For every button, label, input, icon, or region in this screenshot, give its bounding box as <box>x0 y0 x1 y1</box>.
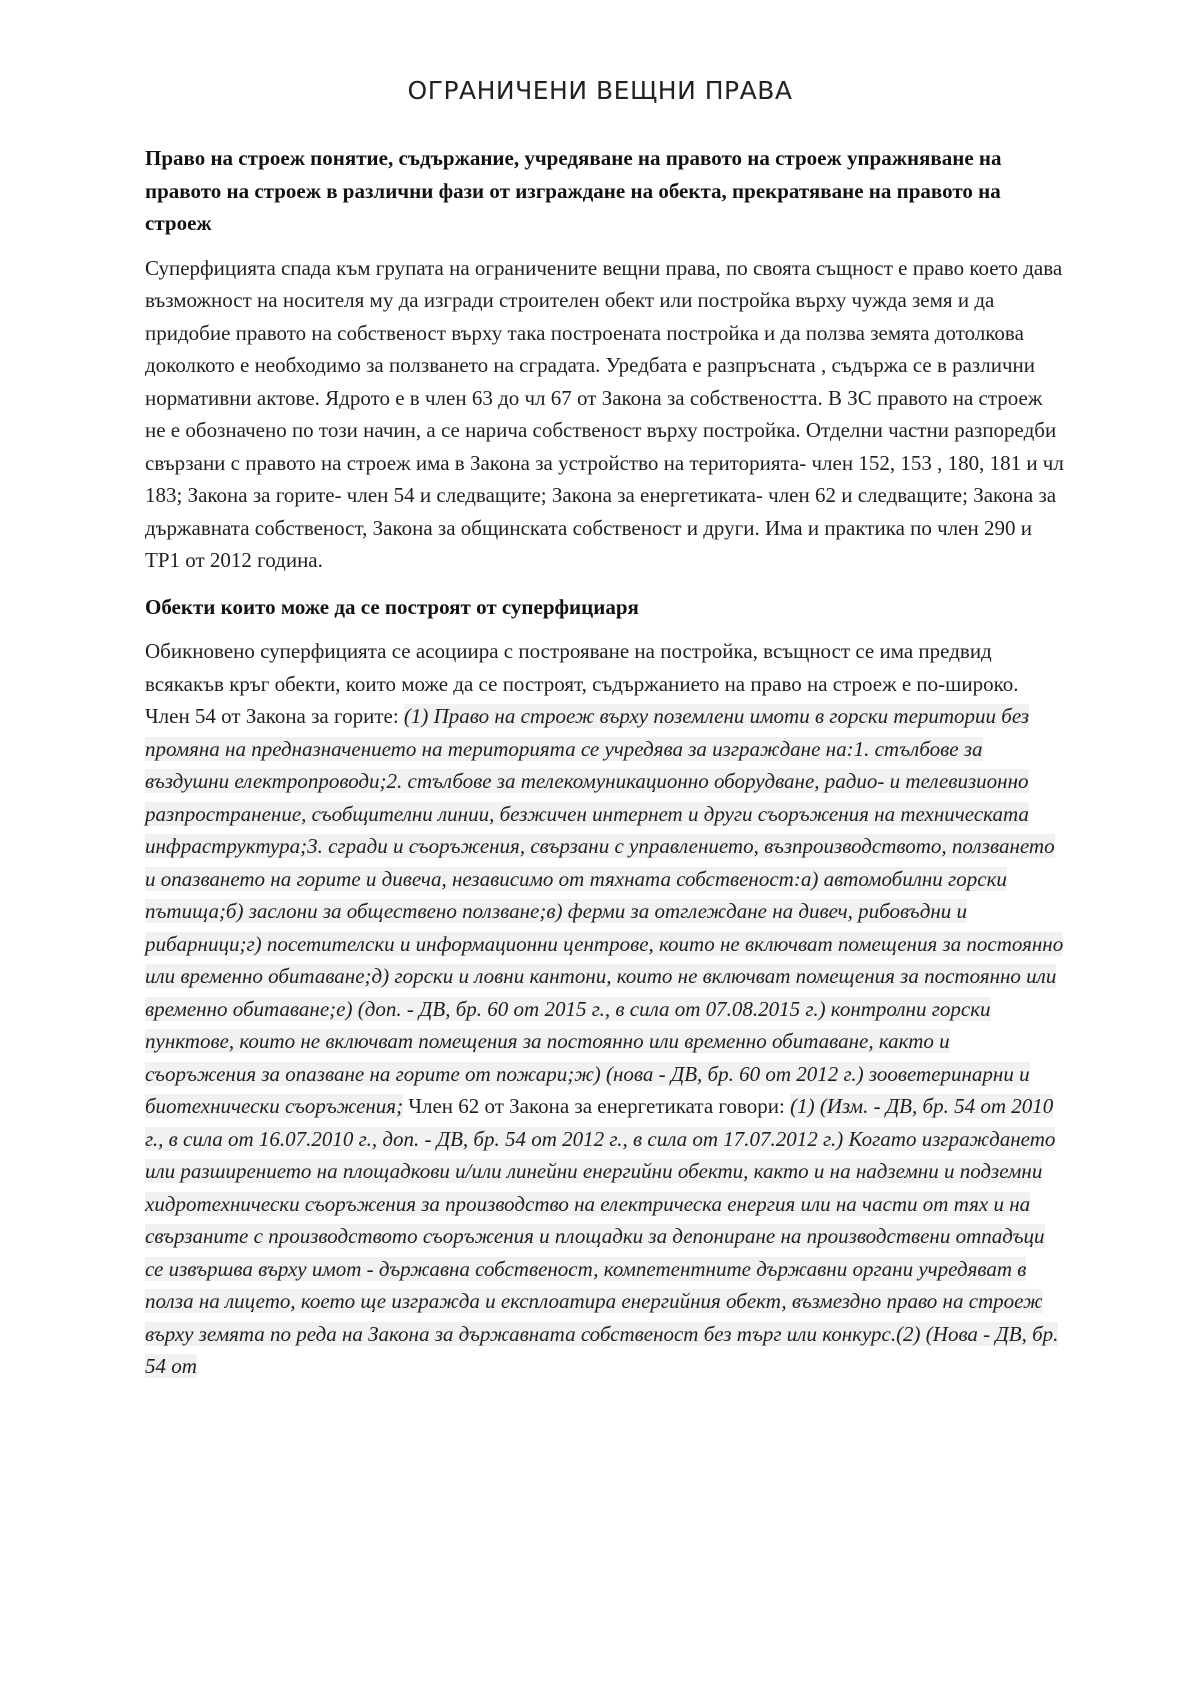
quote-forest-act-art54: (1) Право на строеж върху поземлени имоти в горски територии без промяна на предназначението на територията се учредява за изграждане на:1. стълбове за въздушни електропроводи;2. стълбове за телекомуникационно оборудване, радио- и телевизионно разпространение, съобщителни линии, безжичен интернет и други съоръжения на техническата инфраструктура;3. сгради и съоръжения, свързани с управлението, възпроизводството, ползването и опазването на горите и дивеча, независимо от тяхната собственост:а) автомобилни горски пътища;б) заслони за обществено ползване;в) ферми за отглеждане на дивеч, рибовъдни и рибарници;г) посетителски и информационни центрове, които не включват помещения за постоянно или временно обитаване;д) горски и ловни кантони, които не включват помещения за постоянно или временно обитаване;е) (доп. - ДВ, бр. 60 от 2015 г., в сила от 07.08.2015 г.) контролни горски пунктове, които не включват помещения за постоянно или временно обитаване, както и съоръжения за опазване на горите от пожари;ж) (нова - ДВ, бр. 60 от 2012 г.) зооветеринарни и биотехнически съоръжения; <box>145 704 1064 1118</box>
section-heading-objects: Обекти които може да се построят от суперфициаря <box>145 594 639 619</box>
paragraph-text-energy-intro: Член 62 от Закона за енергетиката говори: <box>403 1094 791 1118</box>
document-title: ОГРАНИЧЕНИ ВЕЩНИ ПРАВА <box>407 76 793 105</box>
document-content <box>145 142 1065 1397</box>
section-heading-right-of-building: Право на строеж понятие, съдържание, учредяване на правото на строеж упражняване на правото на строеж в различни фази от изграждане на обекта, прекратяване на правото на строеж <box>145 146 1002 235</box>
section-paragraph-objects <box>145 635 1065 1383</box>
quote-energy-act-art62: (1) (Изм. - ДВ, бр. 54 от 2010 г., в сила от 16.07.2010 г., доп. - ДВ, бр. 54 от 2012 г., в сила от 17.07.2012 г.) Когато изграждането или разширението на площадкови и/или линейни енергийни обекти, както и на надземни и подземни хидротехнически съоръжения за производство на електрическа енергия или на части от тях и на свързаните с производството съоръжения и площадки за депониране на производствени отпадъци се извършва върху имот - държавна собственост, компетентните държавни органи учредяват в полза на лицето, което ще изгражда и експлоатира енергийния обект, възмездно право на строеж върху земята по реда на Закона за държавната собственост без търг или конкурс.(2) (Нова - ДВ, бр. 54 от <box>145 1094 1059 1378</box>
paragraph-text-intro: Обикновено суперфицията се асоциира с построяване на постройка, всъщност се има предвид всякакъв кръг обекти, които може да се построят, съдържанието на право на строеж е по-широко. Член 54 от Закона за горите: <box>145 639 1019 728</box>
section-paragraph-superficies: Суперфицията спада към групата на ограничените вещни права, по своята същност е право което дава възможност на носителя му да изгради строителен обект или постройка върху чужда земя и да придобие правото на собственост върху така построената постройка и да ползва земята дотолкова доколкото е необходимо за ползването на сградата. Уредбата е разпръсната , съдържа се в различни нормативни актове. Ядрото е в член 63 до чл 67 от Закона за собствеността. В ЗС правото на строеж не е обозначено по този начин, а се нарича собственост върху постройка. Отделни частни разпоредби свързани с правото на строеж има в Закона за устройство на територията- член 152, 153 , 180, 181 и чл 183; Закона за горите- член 54 и следващите; Закона за енергетиката- член 62 и следващите; Закона за държавната собственост, Закона за общинската собственост и други. Има и практика по член 290 и ТР1 от 2012 година. <box>145 255 1064 572</box>
